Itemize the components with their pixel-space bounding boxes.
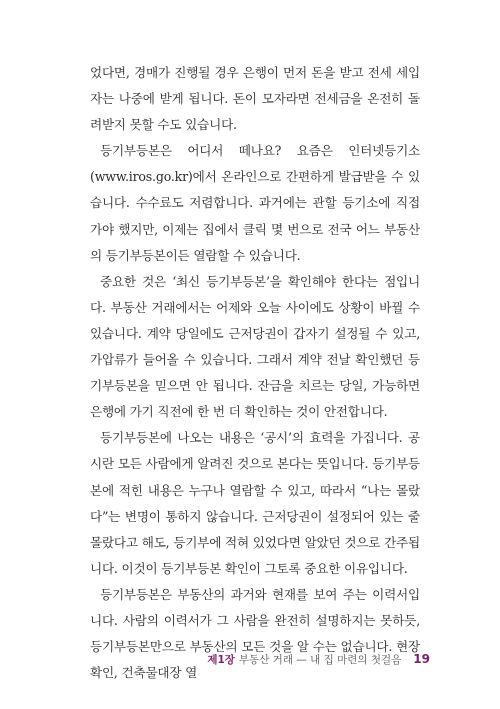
page-number: 19 <box>413 652 430 666</box>
body-text <box>90 60 420 686</box>
paragraph-iros: 등기부등본은 어디서 떼나요? 요즘은 인터넷등기소(www.iros.go.kr)에서 온라인으로 간편하게 발급받을 수 있습니다. 수수료도 저렴합니다. 과거에는 관할 등기소에 직접 가야 했지만, 이제는 집에서 클릭 몇 번으로 전국 어느 부동산의 등기부등본이든 열람할 수 있습니다. <box>90 143 420 263</box>
paragraph-latest-registry: 중요한 것은 ‘최신 등기부등본’을 확인해야 한다는 점입니다. 부동산 거래에서는 어제와 오늘 사이에도 상황이 바뀔 수 있습니다. 계약 당일에도 근저당권이 갑자기 설정될 수 있고, 가압류가 들어올 수 있습니다. 그래서 계약 전날 확인했던 등기부등본을 믿으면 안 됩니다. 잔금을 치르는 당일, 가능하면 은행에 가기 직전에 한 번 더 확인하는 것이 안전합니다. <box>90 273 420 420</box>
paragraph-continuation: 었다면, 경매가 진행될 경우 은행이 먼저 돈을 받고 전세 세입자는 나중에 받게 됩니다. 돈이 모자라면 전세금을 온전히 돌려받지 못할 수도 있습니다. <box>90 65 420 133</box>
paragraph-public-notice: 등기부등본에 나오는 내용은 ‘공시’의 효력을 가집니다. 공시란 모든 사람에게 알려진 것으로 본다는 뜻입니다. 등기부등본에 적힌 내용은 누구나 열람할 수 있고, 따라서 “나는 몰랐다”는 변명이 통하지 않습니다. 근저당권이 설정되어 있는 줄 몰랐다고 해도, 등기부에 적혀 있었다면 알았던 것으로 간주됩니다. 이것이 등기부등본 확인이 그토록 중요한 이유입니다. <box>90 430 420 576</box>
page-footer <box>207 652 430 667</box>
paragraph-resume: 등기부등본은 부동산의 과거와 현재를 보여 주는 이력서입니다. 사람의 이력서가 그 사람을 완전히 설명하지는 못하듯, 등기부등본만으로 부동산의 모든 것을 알 수는 없습니다. 현장 확인, 건축물대장 열 <box>90 586 420 681</box>
chapter-label: 제1장 <box>207 654 235 666</box>
chapter-title: 부동산 거래 — 내 집 마련의 첫걸음 <box>238 654 402 666</box>
